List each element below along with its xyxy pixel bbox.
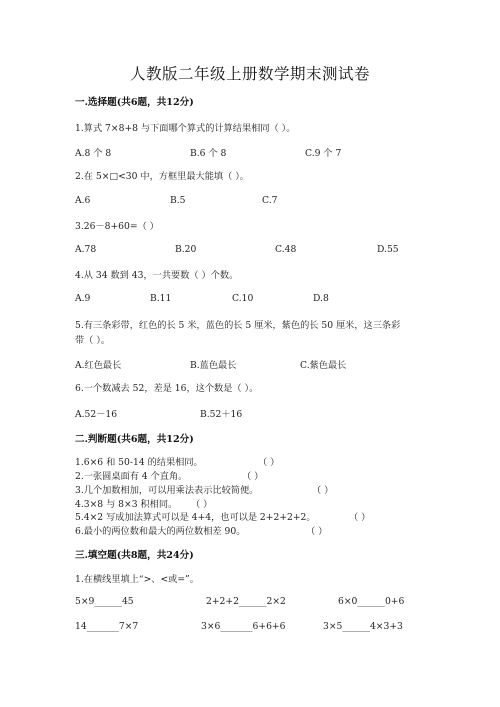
question-6-option-a: A.52－16	[75, 409, 118, 420]
question-1-option-b: B.6 个 8	[190, 148, 227, 159]
question-3-option-b: B.20	[175, 244, 197, 255]
fill-question-1-stem: 1.在横线里填上“>、<或=”。	[75, 574, 199, 585]
question-4-option-b: B.11	[150, 293, 172, 304]
question-4-stem: 4.从 34 数到 43，一共要数（ ）个数。	[75, 270, 239, 281]
fill-expression-4: 14_______7×7	[75, 621, 139, 632]
question-5-option-a: A.红色最长	[75, 360, 122, 371]
judge-item-3-paren: （ ）	[312, 485, 334, 496]
question-5-stem-line1: 5.有三条彩带，红色的长 5 米，蓝色的长 5 厘米，紫色的长 50 厘米，这三条彩	[75, 320, 401, 331]
question-5-option-c: C.紫色最长	[300, 360, 347, 371]
question-1-option-a: A.8 个 8	[75, 148, 112, 159]
page-title: 人教版二年级上册数学期末测试卷	[129, 65, 370, 83]
question-5-option-b: B.蓝色最长	[190, 360, 237, 371]
question-2-option-c: C.7	[262, 195, 278, 206]
question-1-option-c: C.9 个 7	[305, 148, 342, 159]
judge-item-4-paren: （ ）	[191, 499, 213, 510]
fill-expression-2: 2+2+2______2×2	[206, 596, 286, 607]
question-4-option-a: A.9	[75, 293, 91, 304]
section-heading-fill: 三.填空题(共8题，共24分)	[75, 550, 194, 561]
question-4-option-c: C.10	[232, 293, 254, 304]
question-3-option-a: A.78	[75, 244, 97, 255]
judge-item-2-paren: （ ）	[242, 471, 264, 482]
question-6-stem: 6.一个数减去 52，差是 16，这个数是（ ）。	[75, 383, 259, 394]
question-5-stem-line2: 带（ ）。	[75, 335, 111, 346]
question-1-stem: 1.算式 7×8+8 与下面哪个算式的计算结果相同（ ）。	[75, 123, 296, 134]
judge-item-1-paren: （ ）	[258, 457, 280, 468]
judge-item-3: 3.几个加数相加，可以用乘法表示比较简便。	[75, 485, 259, 496]
fill-expression-3: 6×0______0+6	[338, 596, 405, 607]
question-2-stem: 2.在 5×□<30 中，方框里最大能填（ ）。	[75, 171, 249, 182]
question-6-option-b: B.52＋16	[200, 409, 243, 420]
judge-item-1: 1.6×6 和 50-14 的结果相同。	[75, 457, 203, 468]
question-3-option-c: C.48	[275, 244, 297, 255]
fill-expression-5: 3×6_______6+6+6	[201, 621, 286, 632]
judge-item-6-paren: （ ）	[306, 526, 328, 537]
question-3-stem: 3.26－8+60=（ ）	[75, 221, 159, 232]
question-2-option-b: B.5	[170, 195, 186, 206]
judge-item-2: 2.一张圆桌面有 4 个直角。	[75, 471, 188, 482]
fill-expression-6: 3×5______4×3+3	[323, 621, 403, 632]
section-heading-choice: 一.选择题(共6题，共12分)	[75, 97, 194, 108]
section-heading-judge: 二.判断题(共6题，共12分)	[75, 434, 194, 445]
judge-item-6: 6.最小的两位数和最大的两位数相差 90。	[75, 526, 246, 537]
judge-item-5-paren: （ ）	[349, 512, 371, 523]
judge-item-5: 5.4×2 写成加法算式可以是 4+4，也可以是 2+2+2+2。	[75, 512, 316, 523]
judge-item-4: 4.3×8 与 8×3 积相同。	[75, 499, 178, 510]
question-3-option-d: D.55	[377, 244, 399, 255]
question-4-option-d: D.8	[313, 293, 329, 304]
fill-expression-1: 5×9______45	[75, 596, 134, 607]
question-2-option-a: A.6	[75, 195, 91, 206]
